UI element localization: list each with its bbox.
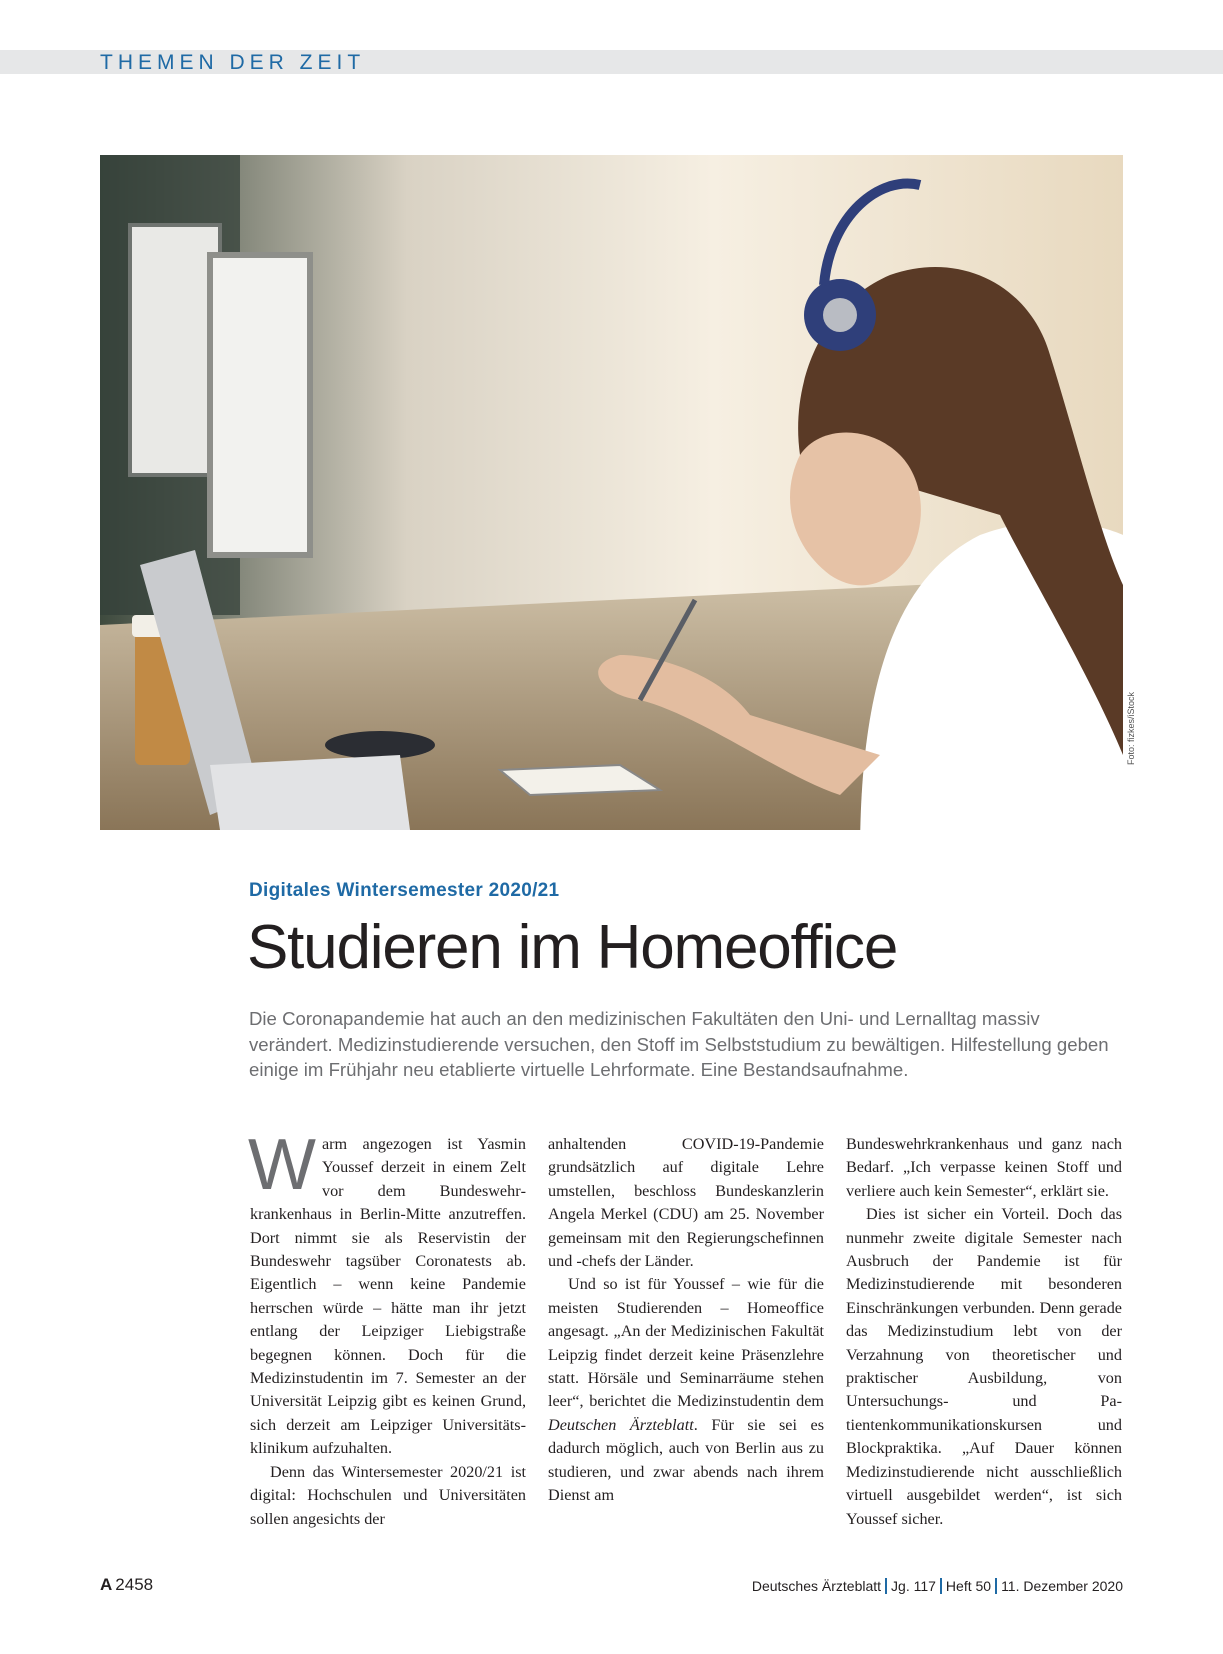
issue-date: 11. Dezember 2020 xyxy=(1001,1578,1123,1594)
journal-issue: Heft 50 xyxy=(945,1578,992,1594)
article-photo xyxy=(100,155,1123,830)
separator xyxy=(995,1578,997,1594)
page-prefix: A xyxy=(100,1575,113,1594)
body-column-1 xyxy=(248,1125,526,1531)
body-paragraph xyxy=(548,1273,824,1507)
article-lead: Die Coronapandemie hat auch an den medizinischen Fakultäten den Uni- und Lernalltag massiv verändert. Medizinstudierende versuchen, den Stoff im Selbststudium zu bewältigen. Hilfestellung geben einige im Frühjahr neu etablierte virtuelle Lehrformate. Eine Bestandsaufnahme. xyxy=(249,1008,1109,1080)
page-number xyxy=(100,1575,153,1595)
body-paragraph: anhaltenden COVID-19-Pandemie grundsätzlich auf digitale Lehre umstellen, beschloss Bundeskanzlerin Angela Merkel (CDU) am 25. November gemeinsam mit den Regierungschefinnen und -chefs der Länder. xyxy=(548,1135,824,1271)
journal-name-italic: Deutschen Ärzteblatt xyxy=(548,1415,694,1434)
paragraph-text: . Für sie sei es dadurch möglich, auch von Berlin aus zu studieren, und zwar abends nach ihrem Dienst am xyxy=(548,1415,825,1505)
drop-cap: W xyxy=(248,1125,316,1205)
body-column-3 xyxy=(846,1133,1122,1531)
paragraph-text: arm angezogen ist Yasmin Youssef derzeit in einem Zelt vor dem Bundeswehrkrankenhaus in Berlin-Mitte anzutreffen. Dort nimmt sie als Reservistin der Bundeswehr tagsüber Coronatests ab. Eigentlich – wenn keine Pandemie herrschen würde – hätte man ihr jetzt entlang der Leipziger Liebigstraße begegnen können. Doch für die Medizinstudentin im 7. Semester an der Universität Leipzig gibt es keinen Grund, sich derzeit am Leipziger Universitätsklinikum aufzuhalten. xyxy=(250,1135,526,1458)
body-paragraph xyxy=(248,1125,526,1461)
article-kicker: Digitales Wintersemester 2020/21 xyxy=(249,880,560,901)
page-number-value: 2458 xyxy=(115,1575,154,1594)
separator xyxy=(885,1578,887,1594)
photo-woman-headphones-icon xyxy=(100,155,1123,830)
body-paragraph: Dies ist sicher ein Vorteil. Doch das nunmehr zweite digitale Semester nach Ausbruch der Pandemie ist für Medizinstudierende mit besonderen Einschränkungen verbunden. Denn gerade das Medizinstudium lebt von der Verzahnung von theoretischer und praktischer Ausbildung, von Untersuchungs- und Patientenkommunikationskursen und Blockpraktika. „Auf Dauer können Medizinstudierende nicht ausschließlich virtuell ausgebildet werden“, ist sich Youssef sicher. xyxy=(846,1205,1122,1528)
separator xyxy=(940,1578,942,1594)
paragraph-text: Und so ist für Youssef – wie für die meisten Studierenden – Homeoffice angesagt. „An der Medizinischen Fakultät Leipzig findet derzeit keine Präsenzlehre statt. Hörsäle und Seminarräume stehen leer“, berichtet die Medizinstudentin dem xyxy=(548,1275,824,1411)
footer-journal-info xyxy=(752,1578,1123,1594)
journal-name: Deutsches Ärzteblatt xyxy=(751,1578,882,1594)
article-body xyxy=(248,1125,1122,1558)
journal-volume: Jg. 117 xyxy=(891,1578,936,1594)
body-column-2 xyxy=(548,1133,824,1508)
body-paragraph: Bundeswehrkrankenhaus und ganz nach Bedarf. „Ich verpasse keinen Stoff und verliere auch kein Semester“, erklärt sie. xyxy=(846,1135,1122,1200)
section-label: THEMEN DER ZEIT xyxy=(100,51,366,74)
photo-credit: Foto: fizkes/iStock xyxy=(1126,691,1136,765)
article-title: Studieren im Homeoffice xyxy=(247,913,898,982)
body-paragraph: Denn das Wintersemester 2020/21 ist digital: Hochschulen und Universitäten sollen angesichts der xyxy=(250,1462,526,1528)
